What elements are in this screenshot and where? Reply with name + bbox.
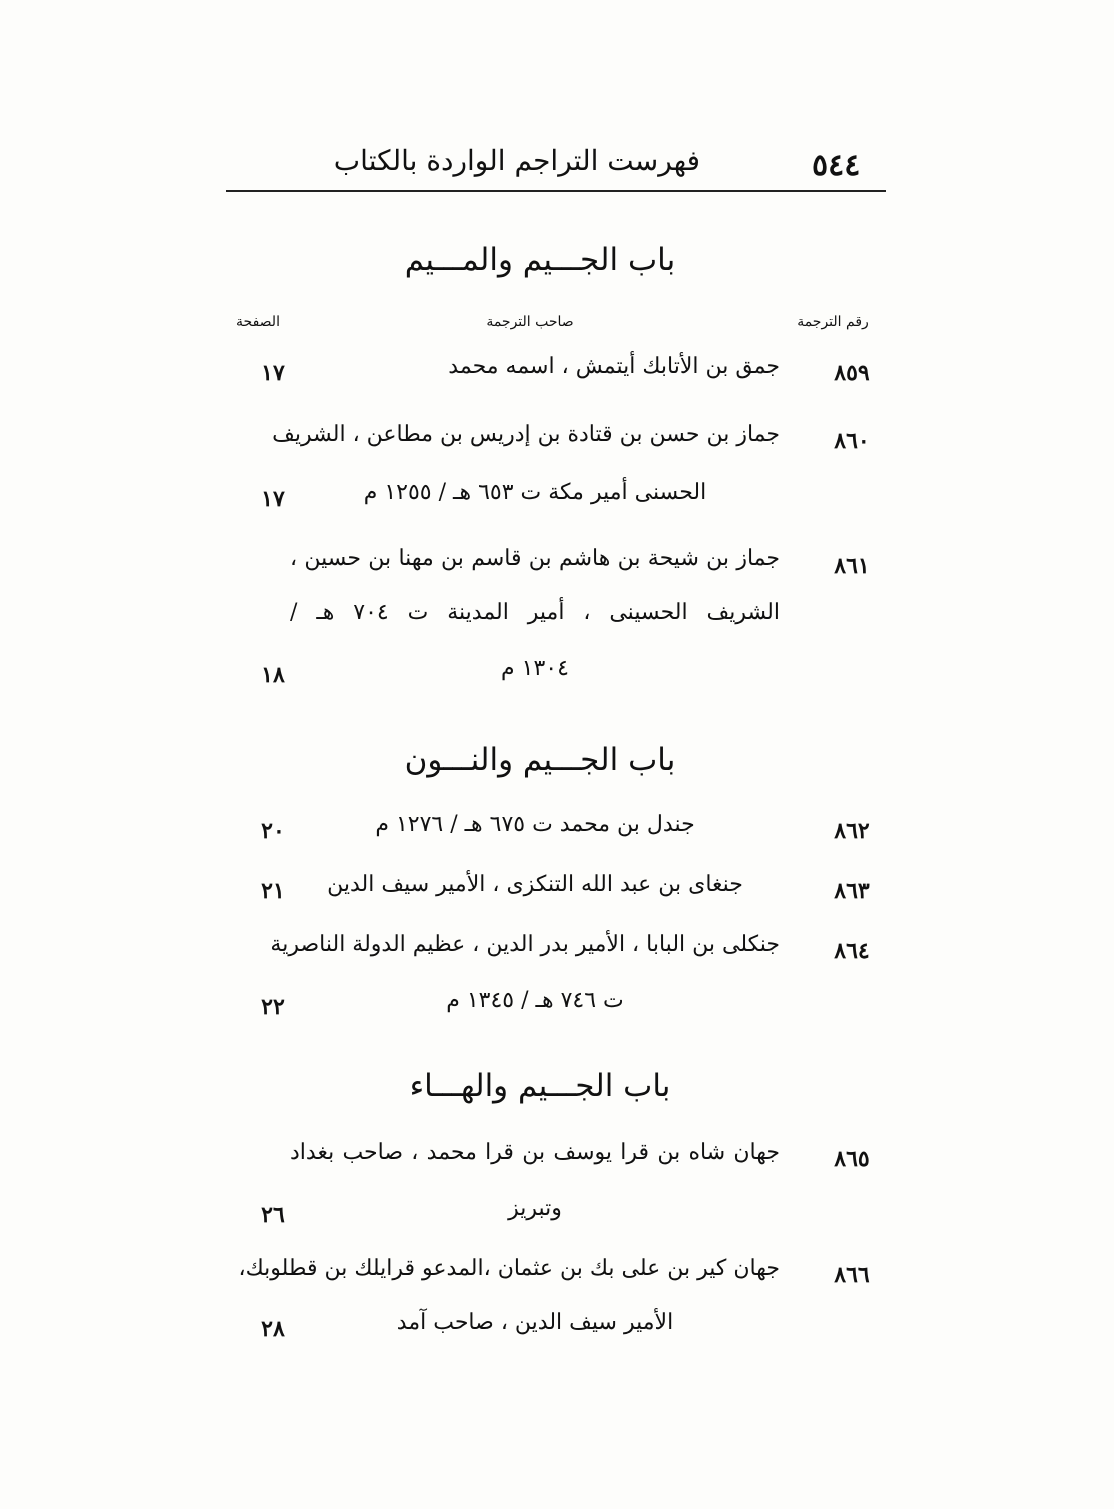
page-number: ٥٤٤	[812, 148, 861, 183]
page-header-title: فهرست التراجم الواردة بالكتاب	[333, 144, 700, 177]
entry-number: ٨٦٣	[834, 878, 870, 904]
entry-number: ٨٦٤	[834, 938, 870, 964]
entry-line: الحسنى أمير مكة ت ٦٥٣ هـ / ١٢٥٥ م	[363, 480, 707, 505]
section-title: باب الجـــيم والهـــاء	[409, 1068, 671, 1104]
column-header-person: صاحب الترجمة	[486, 314, 574, 330]
entry-line: ١٣٠٤ م	[501, 656, 569, 681]
entry-page: ٢٨	[261, 1316, 285, 1342]
entry-line: جماز بن حسن بن قتادة بن إدريس بن مطاعن ، الشريف	[272, 422, 780, 447]
entry-page: ١٨	[261, 662, 285, 688]
entry-line: جمق بن الأتابك أيتمش ، اسمه محمد	[448, 354, 780, 379]
entry-page: ١٧	[261, 360, 285, 386]
entry-line: جهان كير بن على بك بن عثمان ،المدعو قرايلك بن قطلوبك،	[238, 1256, 780, 1281]
header-rule	[226, 190, 886, 192]
column-header-page: الصفحة	[236, 314, 280, 330]
entry-page: ٢٢	[261, 994, 285, 1020]
entry-line: وتبريز	[508, 1196, 562, 1221]
column-header-number: رقم الترجمة	[797, 314, 869, 330]
entry-line: ت ٧٤٦ هـ / ١٣٤٥ م	[446, 988, 624, 1013]
entry-number: ٨٦٢	[834, 818, 870, 844]
entry-line: جهان شاه بن قرا يوسف بن قرا محمد ، صاحب بغداد	[290, 1140, 780, 1165]
entry-number: ٨٦١	[834, 553, 870, 579]
entry-line: الشريف الحسينى ، أمير المدينة ت ٧٠٤ هـ /	[290, 600, 780, 625]
entry-number: ٨٦٥	[834, 1146, 870, 1172]
entry-page: ١٧	[261, 486, 285, 512]
entry-line: جنغاى بن عبد الله التنكزى ، الأمير سيف الدين	[327, 872, 743, 897]
section-title: باب الجـــيم والنـــون	[404, 742, 676, 778]
entry-line: جماز بن شيحة بن هاشم بن قاسم بن مهنا بن حسين ،	[290, 546, 780, 571]
entry-number: ٨٥٩	[834, 360, 870, 386]
entry-line: جندل بن محمد ت ٦٧٥ هـ / ١٢٧٦ م	[375, 812, 695, 837]
entry-page: ٢١	[261, 878, 285, 904]
entry-number: ٨٦٦	[834, 1262, 870, 1288]
section-title: باب الجـــيم والمـــيم	[404, 242, 676, 278]
entry-line: الأمير سيف الدين ، صاحب آمد	[396, 1310, 674, 1335]
entry-number: ٨٦٠	[834, 428, 870, 454]
entry-line: جنكلى بن البابا ، الأمير بدر الدين ، عظيم الدولة الناصرية	[270, 932, 780, 957]
entry-page: ٢٠	[261, 818, 285, 844]
entry-page: ٢٦	[261, 1202, 285, 1228]
